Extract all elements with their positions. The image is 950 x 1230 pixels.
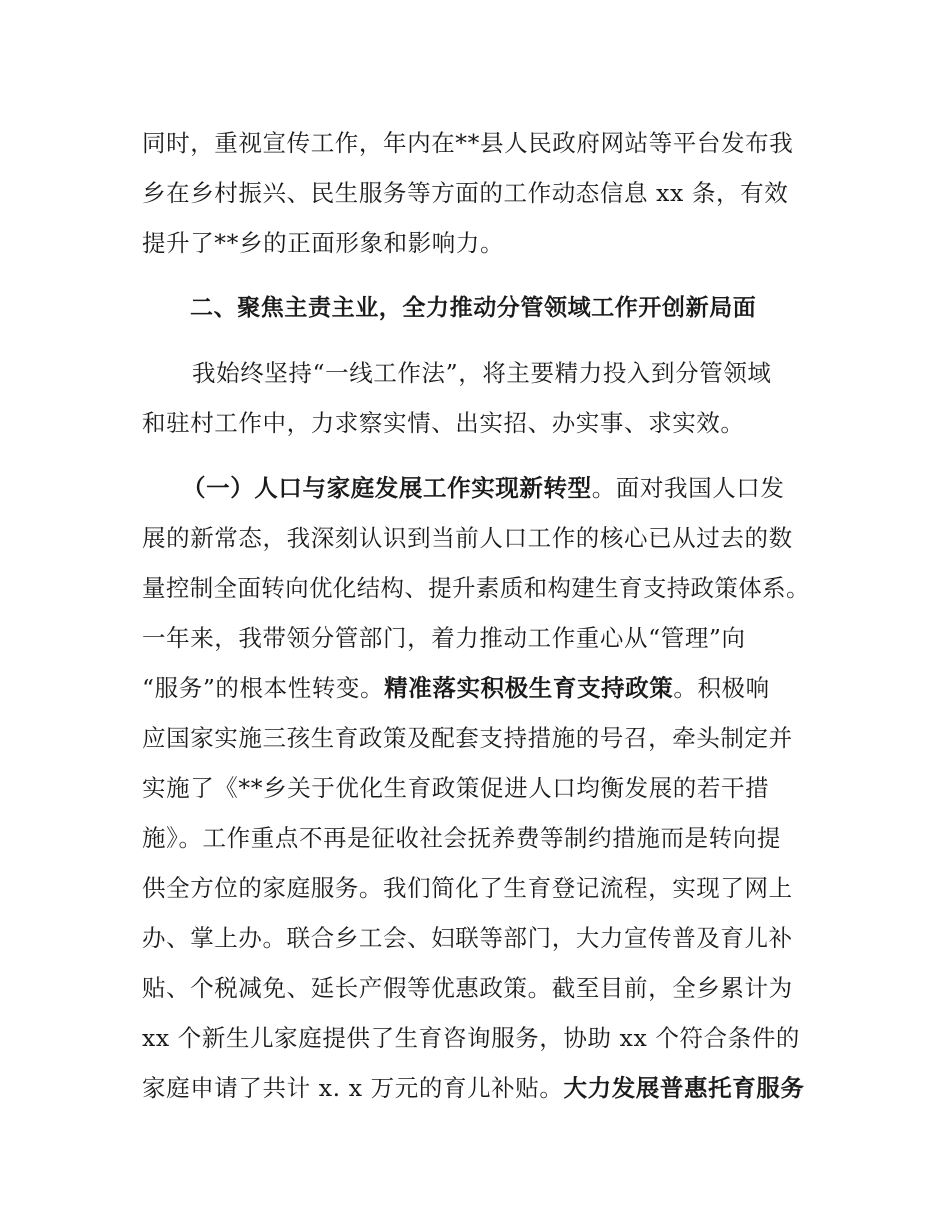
bold-subtitle-fertility: 精准落实积极生育支持政策 — [384, 674, 674, 702]
section1-line12: xx 个新生儿家庭提供了生育咨询服务，协助 xx 个符合条件的 — [142, 1024, 801, 1052]
section1-line13-pre: 家庭申请了共计 x. x 万元的育儿补贴。 — [142, 1074, 564, 1102]
section1-line13 — [142, 1073, 805, 1103]
bold-subtitle-childcare: 大力发展普惠托育服务 — [563, 1074, 805, 1102]
subsection-title: （一）人口与家庭发展工作实现新转型 — [182, 474, 592, 502]
section1-line9: 供全方位的家庭服务。我们简化了生育登记流程，实现了网上 — [142, 874, 793, 902]
section1-line10: 办、掌上办。联合乡工会、妇联等部门，大力宣传普及育儿补 — [142, 924, 793, 952]
para2-line1: 我始终坚持“一线工作法”，将主要精力投入到分管领域 — [192, 359, 772, 387]
section1-line4: 一年来，我带领分管部门，着力推动工作重心从“管理”向 — [142, 624, 746, 652]
section1-line6: 应国家实施三孩生育政策及配套支持措施的号召，牵头制定并 — [142, 724, 793, 752]
para2-line2: 和驻村工作中，力求察实情、出实招、办实事、求实效。 — [142, 409, 745, 437]
section1-line3: 量控制全面转向优化结构、提升素质和构建生育支持政策体系。 — [142, 574, 810, 602]
section1-line5 — [142, 673, 770, 703]
section-heading-2: 二、聚焦主责主业，全力推动分管领域工作开创新局面 — [190, 295, 757, 321]
section1-line1-text: 。面对我国人口发 — [591, 474, 785, 502]
section1-line7: 实施了《**乡关于优化生育政策促进人口均衡发展的若干措 — [142, 774, 770, 802]
para1-line3: 提升了**乡的正面形象和影响力。 — [142, 229, 505, 257]
section1-line5-pre: “服务”的根本性转变。 — [142, 674, 385, 702]
section1-line2: 展的新常态，我深刻认识到当前人口工作的核心已从过去的数 — [142, 524, 793, 552]
section1-line5-post: 。积极响 — [673, 674, 770, 702]
section1-line1 — [182, 473, 785, 503]
section1-line11: 贴、个税减免、延长产假等优惠政策。截至目前，全乡累计为 — [142, 974, 793, 1002]
para1-line1: 同时，重视宣传工作，年内在**县人民政府网站等平台发布我 — [142, 129, 794, 157]
para1-line2: 乡在乡村振兴、民生服务等方面的工作动态信息 xx 条，有效 — [142, 179, 789, 207]
section1-line8: 施》。工作重点不再是征收社会抚养费等制约措施而是转向提 — [142, 824, 781, 852]
